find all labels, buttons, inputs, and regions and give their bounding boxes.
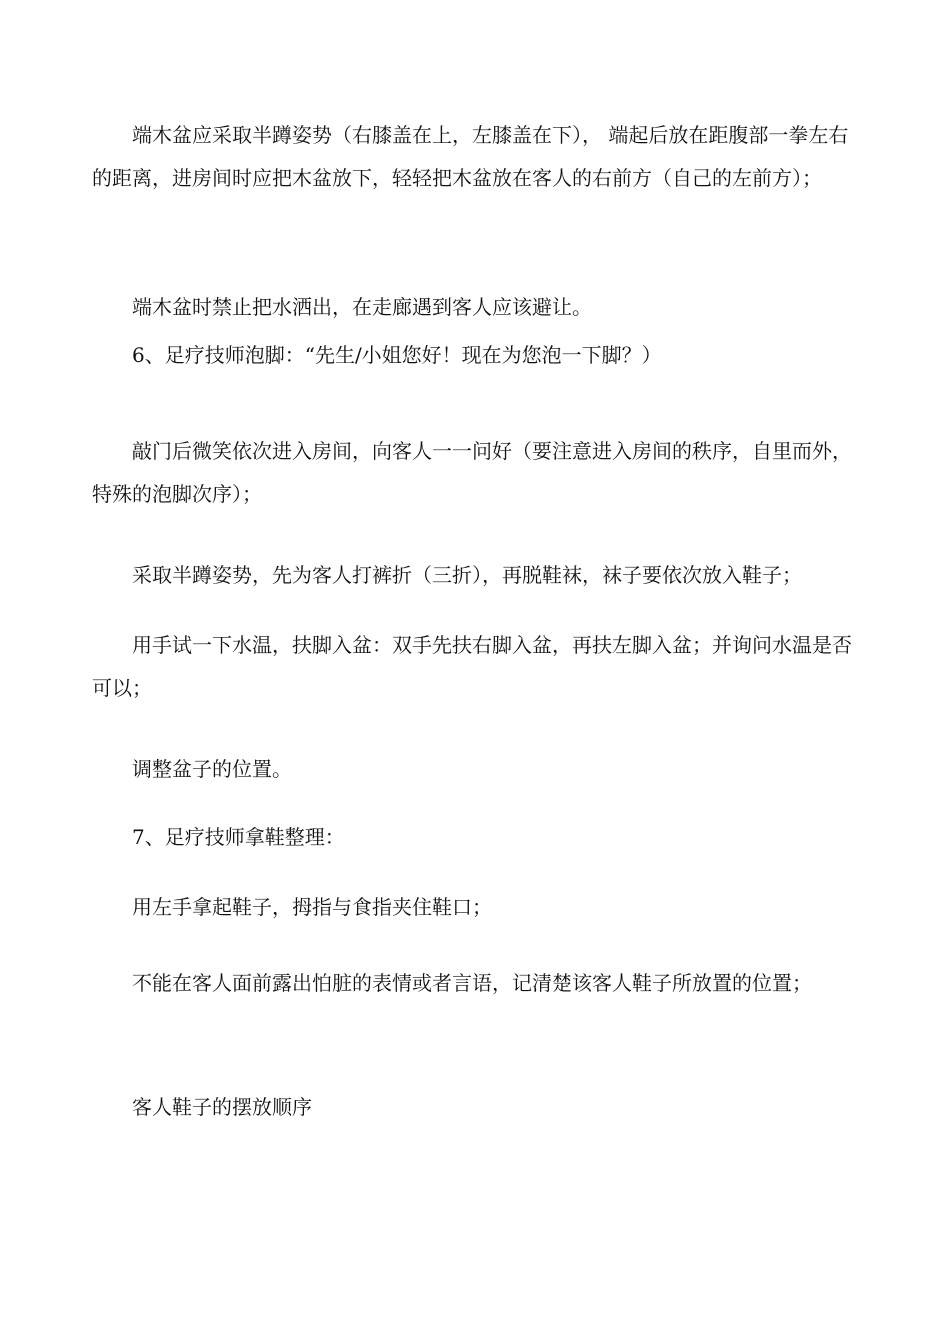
- paragraph-5: 采取半蹲姿势，先为客人打裤折（三折），再脱鞋袜，袜子要依次放入鞋子；: [132, 563, 802, 587]
- paragraph-9: 用左手拿起鞋子，拇指与食指夹住鞋口；: [132, 895, 492, 919]
- paragraph-10: 不能在客人面前露出怕脏的表情或者言语，记清楚该客人鞋子所放置的位置；: [132, 971, 812, 995]
- paragraph-7: 调整盆子的位置。: [132, 757, 292, 781]
- paragraph-11: 客人鞋子的摆放顺序: [132, 1095, 312, 1119]
- paragraph-3: 6、足疗技师泡脚：“先生/小姐您好！现在为您泡一下脚？）: [132, 343, 662, 367]
- paragraph-2: 端木盆时禁止把水洒出，在走廊遇到客人应该避让。: [132, 295, 592, 319]
- paragraph-8: 7、足疗技师拿鞋整理：: [132, 825, 345, 849]
- paragraph-4: 敲门后微笑依次进入房间，向客人一一问好（要注意进入房间的秩序，自里而外，特殊的泡脚次序）；: [92, 439, 852, 506]
- paragraph-6: 用手试一下水温，扶脚入盆：双手先扶右脚入盆，再扶左脚入盆；并询问水温是否可以；: [92, 633, 852, 700]
- paragraph-1: 端木盆应采取半蹲姿势（右膝盖在上，左膝盖在下）， 端起后放在距腹部一拳左右的距离，进房间时应把木盆放下，轻轻把木盆放在客人的右前方（自己的左前方）；: [92, 123, 849, 190]
